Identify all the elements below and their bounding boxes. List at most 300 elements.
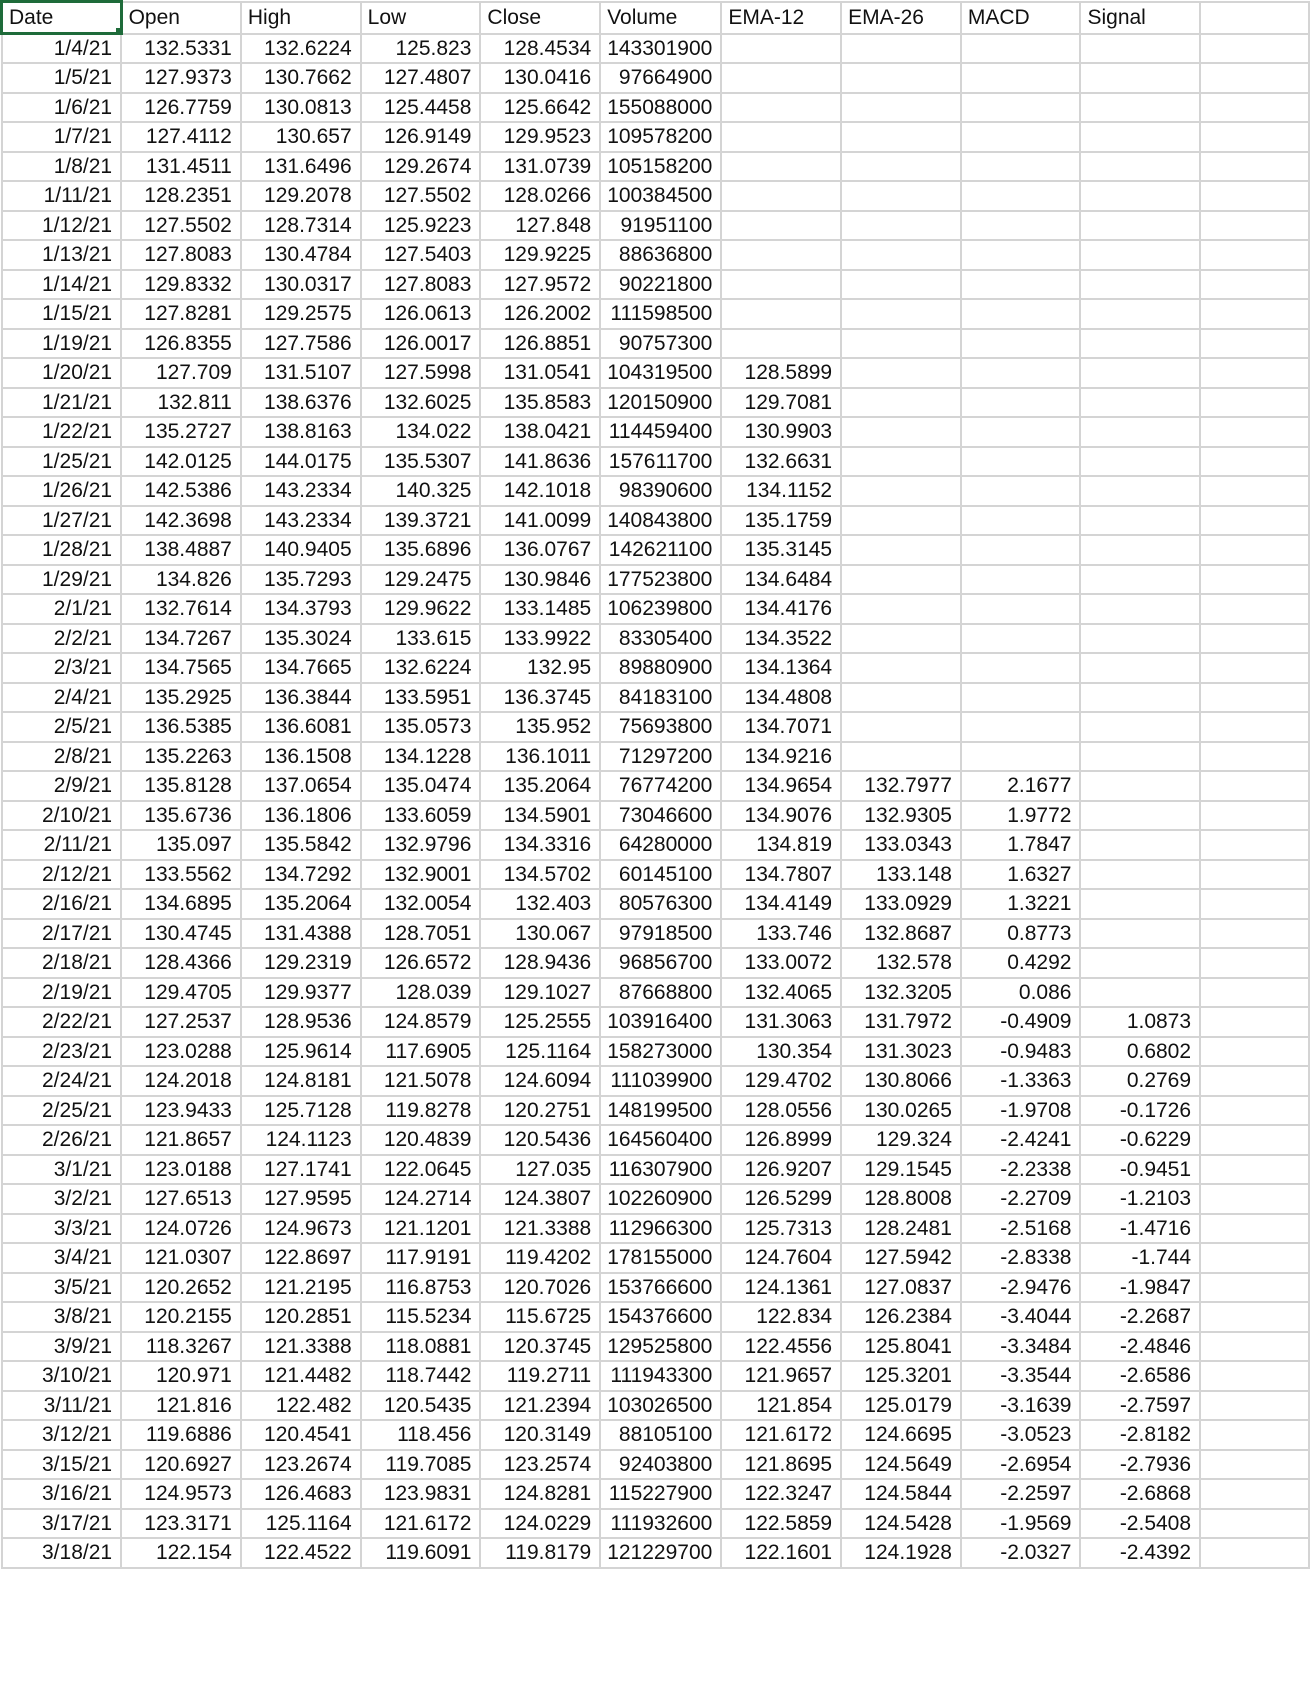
cell-macd[interactable] [961,683,1081,713]
cell-low[interactable]: 132.9001 [361,860,481,890]
cell-macd[interactable]: -2.2597 [961,1479,1081,1509]
cell-open[interactable]: 127.6513 [121,1184,241,1214]
header-cell-signal[interactable]: Signal [1080,2,1200,34]
header-cell-open[interactable]: Open [121,2,241,34]
cell-signal[interactable]: -2.6586 [1080,1361,1200,1391]
cell-ema12[interactable]: 126.9207 [721,1155,841,1185]
cell-open[interactable]: 127.8083 [121,240,241,270]
empty-cell[interactable] [1200,1302,1309,1332]
cell-close[interactable]: 130.9846 [480,565,600,595]
empty-cell[interactable] [1200,1509,1309,1539]
cell-date[interactable]: 1/13/21 [2,240,122,270]
cell-close[interactable]: 119.4202 [480,1243,600,1273]
cell-macd[interactable]: -3.1639 [961,1391,1081,1421]
cell-signal[interactable]: -2.6868 [1080,1479,1200,1509]
cell-macd[interactable] [961,476,1081,506]
cell-macd[interactable]: 0.086 [961,978,1081,1008]
cell-open[interactable]: 128.4366 [121,948,241,978]
cell-close[interactable]: 136.1011 [480,742,600,772]
cell-signal[interactable] [1080,299,1200,329]
cell-volume[interactable]: 75693800 [600,712,721,742]
cell-signal[interactable] [1080,742,1200,772]
cell-volume[interactable]: 90221800 [600,270,721,300]
empty-cell[interactable] [1200,211,1309,241]
cell-volume[interactable]: 92403800 [600,1450,721,1480]
cell-volume[interactable]: 88105100 [600,1420,721,1450]
empty-cell[interactable] [1200,388,1309,418]
cell-ema12[interactable]: 128.0556 [721,1096,841,1126]
cell-date[interactable]: 1/29/21 [2,565,122,595]
cell-volume[interactable]: 88636800 [600,240,721,270]
cell-volume[interactable]: 60145100 [600,860,721,890]
cell-open[interactable]: 122.154 [121,1538,241,1568]
cell-macd[interactable]: -2.2338 [961,1155,1081,1185]
cell-high[interactable]: 127.9595 [241,1184,361,1214]
cell-signal[interactable] [1080,181,1200,211]
cell-signal[interactable] [1080,771,1200,801]
cell-close[interactable]: 131.0541 [480,358,600,388]
cell-ema12[interactable] [721,181,841,211]
cell-date[interactable]: 2/5/21 [2,712,122,742]
cell-signal[interactable] [1080,712,1200,742]
cell-ema12[interactable]: 122.1601 [721,1538,841,1568]
cell-volume[interactable]: 109578200 [600,122,721,152]
cell-close[interactable]: 125.6642 [480,93,600,123]
cell-close[interactable]: 120.5436 [480,1125,600,1155]
cell-ema12[interactable]: 129.7081 [721,388,841,418]
cell-high[interactable]: 128.9536 [241,1007,361,1037]
cell-low[interactable]: 126.0613 [361,299,481,329]
cell-close[interactable]: 124.0229 [480,1509,600,1539]
empty-cell[interactable] [1200,447,1309,477]
cell-date[interactable]: 2/4/21 [2,683,122,713]
cell-volume[interactable]: 97918500 [600,919,721,949]
cell-volume[interactable]: 89880900 [600,653,721,683]
cell-high[interactable]: 122.4522 [241,1538,361,1568]
cell-date[interactable]: 2/2/21 [2,624,122,654]
cell-low[interactable]: 121.5078 [361,1066,481,1096]
cell-volume[interactable]: 104319500 [600,358,721,388]
cell-ema26[interactable] [841,565,961,595]
cell-volume[interactable]: 164560400 [600,1125,721,1155]
cell-volume[interactable]: 91951100 [600,211,721,241]
cell-close[interactable]: 121.3388 [480,1214,600,1244]
cell-low[interactable]: 125.9223 [361,211,481,241]
cell-open[interactable]: 121.8657 [121,1125,241,1155]
cell-open[interactable]: 127.5502 [121,211,241,241]
cell-high[interactable]: 129.9377 [241,978,361,1008]
cell-macd[interactable]: -1.9708 [961,1096,1081,1126]
cell-date[interactable]: 3/2/21 [2,1184,122,1214]
cell-ema12[interactable]: 132.4065 [721,978,841,1008]
cell-ema26[interactable] [841,417,961,447]
cell-date[interactable]: 2/19/21 [2,978,122,1008]
cell-low[interactable]: 140.325 [361,476,481,506]
empty-cell[interactable] [1200,2,1309,34]
cell-signal[interactable] [1080,358,1200,388]
empty-cell[interactable] [1200,506,1309,536]
cell-signal[interactable] [1080,93,1200,123]
cell-low[interactable]: 122.0645 [361,1155,481,1185]
cell-date[interactable]: 1/7/21 [2,122,122,152]
cell-open[interactable]: 138.4887 [121,535,241,565]
cell-low[interactable]: 115.5234 [361,1302,481,1332]
cell-close[interactable]: 127.848 [480,211,600,241]
empty-cell[interactable] [1200,594,1309,624]
cell-date[interactable]: 3/10/21 [2,1361,122,1391]
cell-open[interactable]: 135.2925 [121,683,241,713]
empty-cell[interactable] [1200,1125,1309,1155]
cell-close[interactable]: 120.3745 [480,1332,600,1362]
cell-high[interactable]: 121.3388 [241,1332,361,1362]
cell-date[interactable]: 2/8/21 [2,742,122,772]
cell-high[interactable]: 124.1123 [241,1125,361,1155]
cell-date[interactable]: 2/22/21 [2,1007,122,1037]
cell-ema26[interactable]: 132.3205 [841,978,961,1008]
cell-macd[interactable] [961,270,1081,300]
cell-signal[interactable]: -0.6229 [1080,1125,1200,1155]
empty-cell[interactable] [1200,1214,1309,1244]
cell-close[interactable]: 138.0421 [480,417,600,447]
cell-high[interactable]: 136.3844 [241,683,361,713]
cell-volume[interactable]: 97664900 [600,63,721,93]
cell-close[interactable]: 124.6094 [480,1066,600,1096]
cell-macd[interactable] [961,358,1081,388]
cell-volume[interactable]: 112966300 [600,1214,721,1244]
cell-ema12[interactable]: 134.4176 [721,594,841,624]
cell-volume[interactable]: 111932600 [600,1509,721,1539]
cell-ema26[interactable] [841,388,961,418]
empty-cell[interactable] [1200,948,1309,978]
cell-close[interactable]: 120.7026 [480,1273,600,1303]
cell-low[interactable]: 123.9831 [361,1479,481,1509]
cell-macd[interactable]: 1.9772 [961,801,1081,831]
cell-ema12[interactable]: 134.4149 [721,889,841,919]
cell-ema26[interactable] [841,447,961,477]
cell-volume[interactable]: 102260900 [600,1184,721,1214]
cell-low[interactable]: 133.615 [361,624,481,654]
cell-macd[interactable] [961,63,1081,93]
cell-close[interactable]: 132.403 [480,889,600,919]
empty-cell[interactable] [1200,417,1309,447]
cell-macd[interactable] [961,122,1081,152]
cell-volume[interactable]: 76774200 [600,771,721,801]
cell-ema12[interactable]: 134.1152 [721,476,841,506]
cell-ema26[interactable] [841,181,961,211]
cell-ema26[interactable]: 124.6695 [841,1420,961,1450]
cell-signal[interactable] [1080,919,1200,949]
cell-open[interactable]: 124.2018 [121,1066,241,1096]
cell-ema26[interactable]: 125.3201 [841,1361,961,1391]
cell-volume[interactable]: 84183100 [600,683,721,713]
cell-high[interactable]: 130.0317 [241,270,361,300]
cell-ema26[interactable]: 129.324 [841,1125,961,1155]
empty-cell[interactable] [1200,978,1309,1008]
cell-ema26[interactable]: 124.5428 [841,1509,961,1539]
cell-signal[interactable]: 0.6802 [1080,1037,1200,1067]
empty-cell[interactable] [1200,771,1309,801]
cell-low[interactable]: 134.022 [361,417,481,447]
empty-cell[interactable] [1200,1096,1309,1126]
cell-signal[interactable] [1080,417,1200,447]
cell-date[interactable]: 3/17/21 [2,1509,122,1539]
cell-low[interactable]: 125.4458 [361,93,481,123]
cell-ema12[interactable] [721,122,841,152]
cell-ema26[interactable] [841,535,961,565]
empty-cell[interactable] [1200,1450,1309,1480]
cell-high[interactable]: 120.2851 [241,1302,361,1332]
cell-high[interactable]: 123.2674 [241,1450,361,1480]
cell-high[interactable]: 127.7586 [241,329,361,359]
cell-low[interactable]: 132.0054 [361,889,481,919]
cell-low[interactable]: 124.8579 [361,1007,481,1037]
header-cell-low[interactable]: Low [361,2,481,34]
cell-signal[interactable] [1080,594,1200,624]
empty-cell[interactable] [1200,1037,1309,1067]
cell-low[interactable]: 121.6172 [361,1509,481,1539]
cell-open[interactable]: 123.3171 [121,1509,241,1539]
cell-date[interactable]: 1/27/21 [2,506,122,536]
cell-close[interactable]: 124.8281 [480,1479,600,1509]
cell-open[interactable]: 135.097 [121,830,241,860]
cell-close[interactable]: 124.3807 [480,1184,600,1214]
cell-ema12[interactable]: 134.6484 [721,565,841,595]
cell-date[interactable]: 1/11/21 [2,181,122,211]
cell-high[interactable]: 143.2334 [241,476,361,506]
cell-ema12[interactable]: 122.4556 [721,1332,841,1362]
cell-signal[interactable] [1080,506,1200,536]
cell-open[interactable]: 134.826 [121,565,241,595]
cell-high[interactable]: 122.8697 [241,1243,361,1273]
empty-cell[interactable] [1200,122,1309,152]
cell-high[interactable]: 130.4784 [241,240,361,270]
cell-close[interactable]: 126.2002 [480,299,600,329]
cell-date[interactable]: 2/24/21 [2,1066,122,1096]
cell-low[interactable]: 127.4807 [361,63,481,93]
cell-ema26[interactable]: 132.578 [841,948,961,978]
cell-macd[interactable]: -3.0523 [961,1420,1081,1450]
cell-volume[interactable]: 153766600 [600,1273,721,1303]
cell-macd[interactable]: -2.4241 [961,1125,1081,1155]
cell-ema12[interactable]: 133.0072 [721,948,841,978]
cell-high[interactable]: 121.2195 [241,1273,361,1303]
cell-volume[interactable]: 96856700 [600,948,721,978]
cell-signal[interactable]: -1.9847 [1080,1273,1200,1303]
cell-ema26[interactable] [841,476,961,506]
cell-ema26[interactable] [841,211,961,241]
empty-cell[interactable] [1200,535,1309,565]
empty-cell[interactable] [1200,1361,1309,1391]
cell-date[interactable]: 3/15/21 [2,1450,122,1480]
cell-ema12[interactable] [721,270,841,300]
cell-volume[interactable]: 103026500 [600,1391,721,1421]
cell-volume[interactable]: 129525800 [600,1332,721,1362]
cell-volume[interactable]: 154376600 [600,1302,721,1332]
cell-ema26[interactable] [841,742,961,772]
cell-ema26[interactable]: 125.0179 [841,1391,961,1421]
cell-macd[interactable] [961,417,1081,447]
cell-high[interactable]: 144.0175 [241,447,361,477]
cell-ema12[interactable]: 134.3522 [721,624,841,654]
cell-date[interactable]: 1/14/21 [2,270,122,300]
cell-high[interactable]: 132.6224 [241,34,361,64]
cell-low[interactable]: 117.9191 [361,1243,481,1273]
cell-open[interactable]: 127.9373 [121,63,241,93]
cell-signal[interactable]: -2.7597 [1080,1391,1200,1421]
cell-close[interactable]: 135.952 [480,712,600,742]
cell-high[interactable]: 136.1806 [241,801,361,831]
cell-date[interactable]: 1/8/21 [2,152,122,182]
cell-signal[interactable] [1080,683,1200,713]
cell-date[interactable]: 2/3/21 [2,653,122,683]
cell-open[interactable]: 119.6886 [121,1420,241,1450]
empty-cell[interactable] [1200,1420,1309,1450]
cell-ema26[interactable]: 133.148 [841,860,961,890]
cell-low[interactable]: 126.0017 [361,329,481,359]
cell-volume[interactable]: 116307900 [600,1155,721,1185]
cell-ema12[interactable]: 125.7313 [721,1214,841,1244]
cell-high[interactable]: 135.2064 [241,889,361,919]
empty-cell[interactable] [1200,1243,1309,1273]
cell-ema12[interactable]: 132.6631 [721,447,841,477]
cell-open[interactable]: 120.6927 [121,1450,241,1480]
cell-ema26[interactable]: 133.0343 [841,830,961,860]
cell-high[interactable]: 124.9673 [241,1214,361,1244]
cell-open[interactable]: 123.0188 [121,1155,241,1185]
cell-ema12[interactable]: 124.7604 [721,1243,841,1273]
cell-ema12[interactable]: 133.746 [721,919,841,949]
cell-ema12[interactable]: 129.4702 [721,1066,841,1096]
cell-signal[interactable]: -2.4846 [1080,1332,1200,1362]
cell-close[interactable]: 121.2394 [480,1391,600,1421]
empty-cell[interactable] [1200,270,1309,300]
cell-signal[interactable] [1080,830,1200,860]
cell-open[interactable]: 135.2727 [121,417,241,447]
cell-open[interactable]: 142.5386 [121,476,241,506]
cell-low[interactable]: 126.6572 [361,948,481,978]
cell-ema12[interactable] [721,211,841,241]
cell-date[interactable]: 2/25/21 [2,1096,122,1126]
cell-signal[interactable]: 1.0873 [1080,1007,1200,1037]
cell-ema12[interactable] [721,152,841,182]
cell-low[interactable]: 135.6896 [361,535,481,565]
empty-cell[interactable] [1200,712,1309,742]
cell-close[interactable]: 125.1164 [480,1037,600,1067]
cell-macd[interactable] [961,93,1081,123]
cell-signal[interactable] [1080,447,1200,477]
header-cell-high[interactable]: High [241,2,361,34]
cell-close[interactable]: 129.1027 [480,978,600,1008]
cell-low[interactable]: 125.823 [361,34,481,64]
cell-signal[interactable] [1080,63,1200,93]
cell-macd[interactable]: 1.6327 [961,860,1081,890]
cell-date[interactable]: 1/4/21 [2,34,122,64]
cell-ema26[interactable]: 131.3023 [841,1037,961,1067]
cell-close[interactable]: 120.3149 [480,1420,600,1450]
cell-macd[interactable]: -2.8338 [961,1243,1081,1273]
empty-cell[interactable] [1200,801,1309,831]
cell-date[interactable]: 2/16/21 [2,889,122,919]
cell-open[interactable]: 121.816 [121,1391,241,1421]
cell-high[interactable]: 130.0813 [241,93,361,123]
cell-ema12[interactable]: 121.8695 [721,1450,841,1480]
cell-signal[interactable] [1080,624,1200,654]
cell-ema26[interactable] [841,358,961,388]
cell-macd[interactable]: -2.0327 [961,1538,1081,1568]
cell-signal[interactable]: -2.4392 [1080,1538,1200,1568]
cell-volume[interactable]: 73046600 [600,801,721,831]
cell-signal[interactable] [1080,535,1200,565]
empty-cell[interactable] [1200,889,1309,919]
cell-ema12[interactable]: 134.7071 [721,712,841,742]
empty-cell[interactable] [1200,240,1309,270]
cell-ema26[interactable]: 132.9305 [841,801,961,831]
cell-low[interactable]: 118.456 [361,1420,481,1450]
cell-ema12[interactable]: 126.5299 [721,1184,841,1214]
cell-signal[interactable] [1080,978,1200,1008]
cell-macd[interactable] [961,181,1081,211]
cell-open[interactable]: 129.8332 [121,270,241,300]
cell-ema26[interactable] [841,712,961,742]
header-cell-close[interactable]: Close [480,2,600,34]
cell-macd[interactable] [961,329,1081,359]
cell-ema12[interactable] [721,93,841,123]
cell-signal[interactable]: -2.5408 [1080,1509,1200,1539]
cell-low[interactable]: 129.2674 [361,152,481,182]
header-cell-date[interactable] [2,2,122,34]
cell-ema12[interactable]: 131.3063 [721,1007,841,1037]
cell-close[interactable]: 119.8179 [480,1538,600,1568]
empty-cell[interactable] [1200,860,1309,890]
cell-low[interactable]: 132.9796 [361,830,481,860]
cell-low[interactable]: 127.5998 [361,358,481,388]
cell-high[interactable]: 137.0654 [241,771,361,801]
empty-cell[interactable] [1200,181,1309,211]
cell-volume[interactable]: 115227900 [600,1479,721,1509]
fill-handle[interactable] [115,27,122,34]
cell-high[interactable]: 131.5107 [241,358,361,388]
cell-close[interactable]: 129.9523 [480,122,600,152]
cell-date[interactable]: 3/18/21 [2,1538,122,1568]
cell-date[interactable]: 3/5/21 [2,1273,122,1303]
cell-ema26[interactable] [841,34,961,64]
cell-high[interactable]: 129.2078 [241,181,361,211]
cell-signal[interactable] [1080,270,1200,300]
empty-cell[interactable] [1200,93,1309,123]
cell-macd[interactable] [961,624,1081,654]
cell-high[interactable]: 124.8181 [241,1066,361,1096]
cell-open[interactable]: 123.9433 [121,1096,241,1126]
cell-date[interactable]: 3/3/21 [2,1214,122,1244]
empty-cell[interactable] [1200,1066,1309,1096]
cell-ema26[interactable]: 126.2384 [841,1302,961,1332]
cell-macd[interactable] [961,152,1081,182]
cell-low[interactable]: 117.6905 [361,1037,481,1067]
cell-close[interactable]: 141.0099 [480,506,600,536]
empty-cell[interactable] [1200,683,1309,713]
cell-ema12[interactable] [721,329,841,359]
header-cell-ema26[interactable]: EMA-26 [841,2,961,34]
cell-macd[interactable] [961,34,1081,64]
cell-ema12[interactable]: 122.834 [721,1302,841,1332]
cell-close[interactable]: 120.2751 [480,1096,600,1126]
cell-ema26[interactable] [841,270,961,300]
cell-volume[interactable]: 158273000 [600,1037,721,1067]
cell-volume[interactable]: 178155000 [600,1243,721,1273]
cell-signal[interactable] [1080,329,1200,359]
cell-ema12[interactable]: 121.6172 [721,1420,841,1450]
cell-open[interactable]: 127.709 [121,358,241,388]
